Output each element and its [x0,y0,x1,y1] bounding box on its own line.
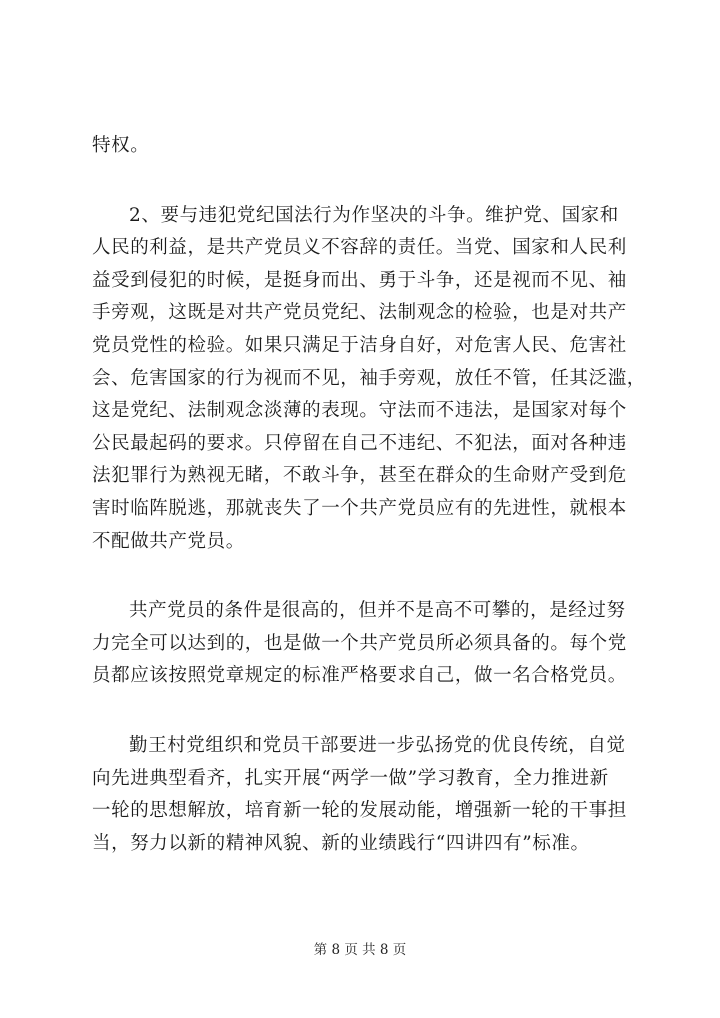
text-line: 法犯罪行为熟视无睹，不敢斗争，甚至在群众的生命财产受到危 [92,465,627,487]
text-line: 这是党纪、法制观念淡薄的表现。守法而不违法，是国家对每个 [92,400,627,422]
text-line: 当，努力以新的精神风貌、新的业绩践行“四讲四有”标准。 [92,832,590,854]
text-line: 党员党性的检验。如果只满足于洁身自好，对危害人民、危害社 [92,334,627,356]
text-line: 2、要与违犯党纪国法行为作坚决的斗争。维护党、国家和 [129,204,619,226]
text-line: 特权。 [92,135,150,156]
paragraph [92,130,627,163]
paragraph [92,200,646,559]
paragraph [92,730,627,860]
paragraph-gap [92,693,627,730]
paragraph [92,595,627,693]
text-line: 力完全可以达到的，也是做一个共产党员所必须具备的。每个党 [92,632,627,654]
text-line: 一轮的思想解放，培育新一轮的发展动能，增强新一轮的干事担 [92,800,627,822]
text-line: 手旁观，这既是对共产党员党纪、法制观念的检验，也是对共产 [92,302,627,324]
text-line: 不配做共产党员。 [92,530,245,552]
text-line: 向先进典型看齐，扎实开展“两学一做”学习教育，全力推进新 [92,767,609,789]
text-line: 会、危害国家的行为视而不见，袖手旁观，放任不管，任其泛滥， [92,367,646,389]
text-line: 勤王村党组织和党员干部要进一步弘扬党的优良传统，自觉 [129,734,626,756]
paragraph-gap [92,558,627,595]
document-body [92,130,646,860]
paragraph-gap [92,163,627,200]
text-line: 员都应该按照党章规定的标准严格要求自己，做一名合格党员。 [92,665,627,687]
text-line: 害时临阵脱逃，那就丧失了一个共产党员应有的先进性，就根本 [92,497,627,519]
text-line: 益受到侵犯的时候，是挺身而出、勇于斗争，还是视而不见、袖 [92,269,627,291]
text-line: 公民最起码的要求。只停留在自己不违纪、不犯法，面对各种违 [92,432,627,454]
text-line: 共产党员的条件是很高的，但并不是高不可攀的，是经过努 [129,600,626,622]
text-line: 人民的利益，是共产党员义不容辞的责任。当党、国家和人民利 [92,237,627,259]
page-number-footer: 第 8 页 共 8 页 [313,942,407,958]
